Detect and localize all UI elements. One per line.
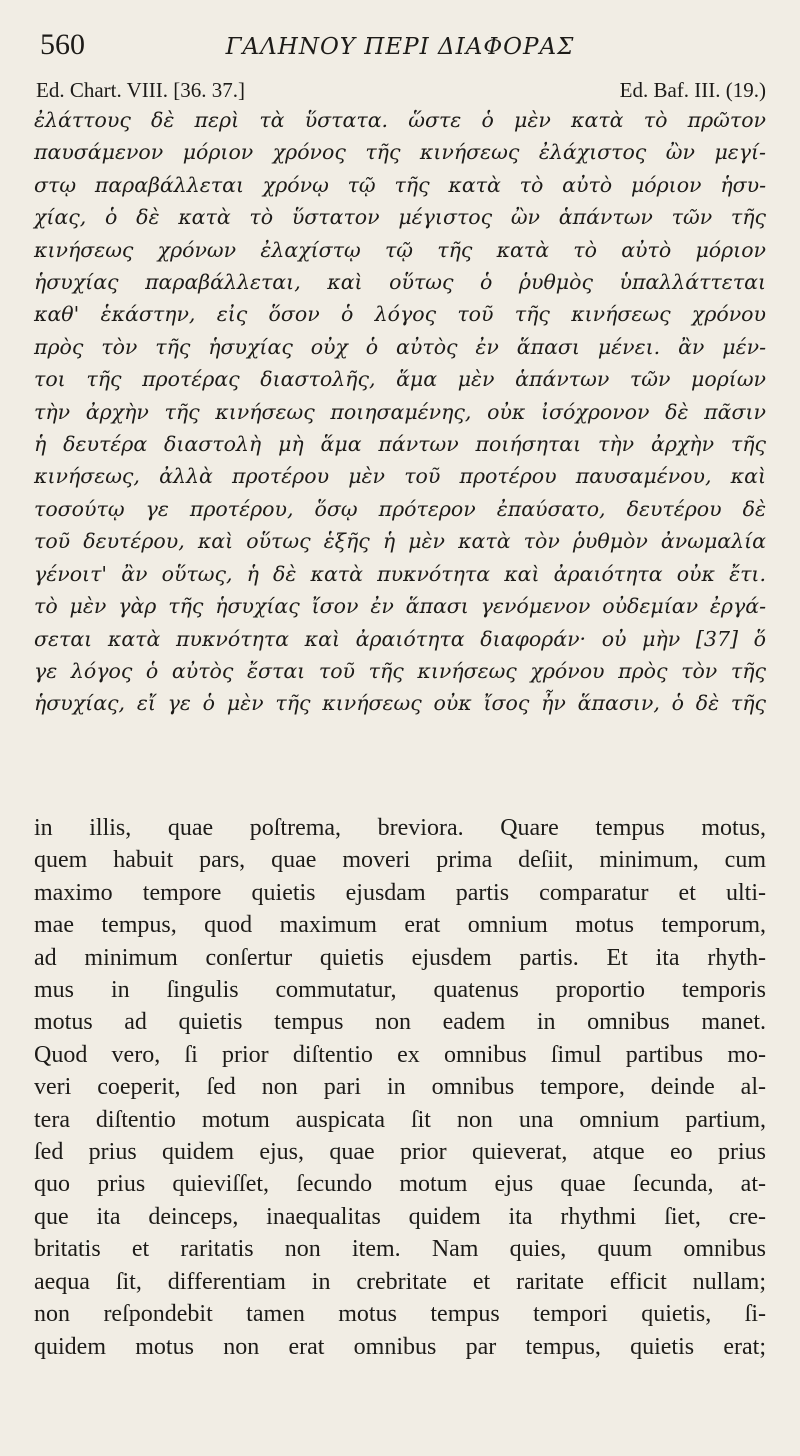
running-title: ΓΑΛΗΝΟΥ ΠΕΡΙ ΔΙΑΦΟΡΑΣ (225, 34, 575, 60)
latin-line: ad minimum conſertur quietis ejusdem partis. Et ita rhyth- (34, 944, 766, 971)
page-header (36, 26, 764, 66)
greek-line: τοσούτῳ γε προτέρου, ὅσῳ πρότερον ἐπαύσατο, δευτέρου δὲ (34, 496, 766, 521)
edition-basel-ref: Ed. Baf. III. (19.) (619, 78, 766, 102)
greek-line: τὴν ἀρχὴν τῆς κινήσεως ποιησαμένης, οὐκ ἰσόχρονον δὲ πᾶσιν (34, 399, 766, 424)
latin-line: britatis et raritatis non item. Nam quies, quum omnibus (34, 1236, 766, 1263)
greek-line: ἐλάττους δὲ περὶ τὰ ὕστατα. ὥστε ὁ μὲν κατὰ τὸ πρῶτον (34, 108, 766, 132)
greek-line: καθ' ἑκάστην, εἰς ὅσον ὁ λόγος τοῦ τῆς κινήσεως χρόνου (34, 302, 766, 327)
latin-line: que ita deinceps, inaequalitas quidem ita rhythmi ſiet, cre- (34, 1203, 766, 1230)
latin-line: tera diſtentio motum auspicata ſit non una omnium partium, (34, 1106, 766, 1133)
greek-line: τοῦ δευτέρου, καὶ οὕτως ἑξῆς ἡ μὲν κατὰ τὸν ῥυθμὸν ἀνωμαλία (34, 529, 766, 554)
latin-line: Quod vero, ſi prior diſtentio ex omnibus ſimul partibus mo- (34, 1041, 766, 1068)
page-number: 560 (40, 28, 85, 61)
greek-line: γε λόγος ὁ αὐτὸς ἔσται τοῦ τῆς κινήσεως χρόνου πρὸς τὸν τῆς (34, 658, 766, 683)
greek-line: ἡσυχίας παραβάλλεται, καὶ οὕτως ὁ ῥυθμὸς ὑπαλλάττεται (34, 270, 766, 295)
greek-line: ἡσυχίας, εἴ γε ὁ μὲν τῆς κινήσεως οὐκ ἴσος ἦν ἅπασιν, ὁ δὲ τῆς (34, 691, 766, 716)
greek-line: παυσάμενον μόριον χρόνος τῆς κινήσεως ἐλάχιστος ὢν μεγί- (34, 140, 766, 165)
latin-line: ſed prius quidem ejus, quae prior quieverat, atque eo prius (34, 1139, 766, 1166)
latin-line: quem habuit pars, quae moveri prima deſiit, minimum, cum (34, 847, 766, 874)
latin-line: non reſpondebit tamen motus tempus tempori quietis, ſi- (34, 1301, 766, 1328)
greek-line: γένοιτ' ἂν οὕτως, ἡ δὲ κατὰ πυκνότητα καὶ ἀραιότητα οὐκ ἔτι. (34, 561, 766, 586)
latin-line: quo prius quieviſſet, ſecundo motum ejus quae ſecunda, at- (34, 1171, 766, 1198)
latin-line: mae tempus, quod maximum erat omnium motus temporum, (34, 912, 766, 939)
latin-line: quidem motus non erat omnibus par tempus, quietis erat; (34, 1333, 766, 1360)
latin-line: motus ad quietis tempus non eadem in omnibus manet. (34, 1009, 766, 1036)
latin-line: mus in ſingulis commutatur, quatenus proportio temporis (34, 977, 766, 1004)
greek-text-block (34, 104, 766, 720)
greek-line: χίας, ὁ δὲ κατὰ τὸ ὕστατον μέγιστος ὢν ἁπάντων τῶν τῆς (34, 205, 766, 230)
greek-line: ἡ δευτέρα διαστολὴ μὴ ἅμα πάντων ποιήσηται τὴν ἀρχὴν τῆς (34, 432, 766, 457)
latin-line: maximo tempore quietis ejusdam partis comparatur et ulti- (34, 879, 766, 906)
greek-line: πρὸς τὸν τῆς ἡσυχίας οὐχ ὁ αὐτὸς ἐν ἅπασι μένει. ἂν μέν- (34, 334, 766, 359)
edition-chartier-ref: Ed. Chart. VIII. [36. 37.] (36, 78, 245, 102)
latin-line: veri coeperit, ſed non pari in omnibus tempore, deinde al- (34, 1074, 766, 1101)
greek-line: κινήσεως χρόνων ἐλαχίστῳ τῷ τῆς κατὰ τὸ αὐτὸ μόριον (34, 237, 766, 262)
greek-line: κινήσεως, ἀλλὰ προτέρου μὲν τοῦ προτέρου παυσαμένου, καὶ (34, 464, 766, 489)
latin-line: aequa ſit, differentiam in crebritate et raritate efficit nullam; (34, 1268, 766, 1295)
latin-line: in illis, quae poſtrema, breviora. Quare tempus motus, (34, 815, 766, 841)
greek-line: τὸ μὲν γὰρ τῆς ἡσυχίας ἴσον ἐν ἅπασι γενόμενον οὐδεμίαν ἐργά- (34, 594, 766, 619)
greek-line: σεται κατὰ πυκνότητα καὶ ἀραιότητα διαφοράν· οὐ μὴν [37] ὅ (34, 626, 766, 651)
greek-line: τοι τῆς προτέρας διαστολῆς, ἅμα μὲν ἁπάντων τῶν μορίων (34, 367, 766, 392)
greek-line: στῳ παραβάλλεται χρόνῳ τῷ τῆς κατὰ τὸ αὐτὸ μόριον ἡσυ- (34, 172, 766, 197)
latin-text-block (34, 812, 766, 1363)
